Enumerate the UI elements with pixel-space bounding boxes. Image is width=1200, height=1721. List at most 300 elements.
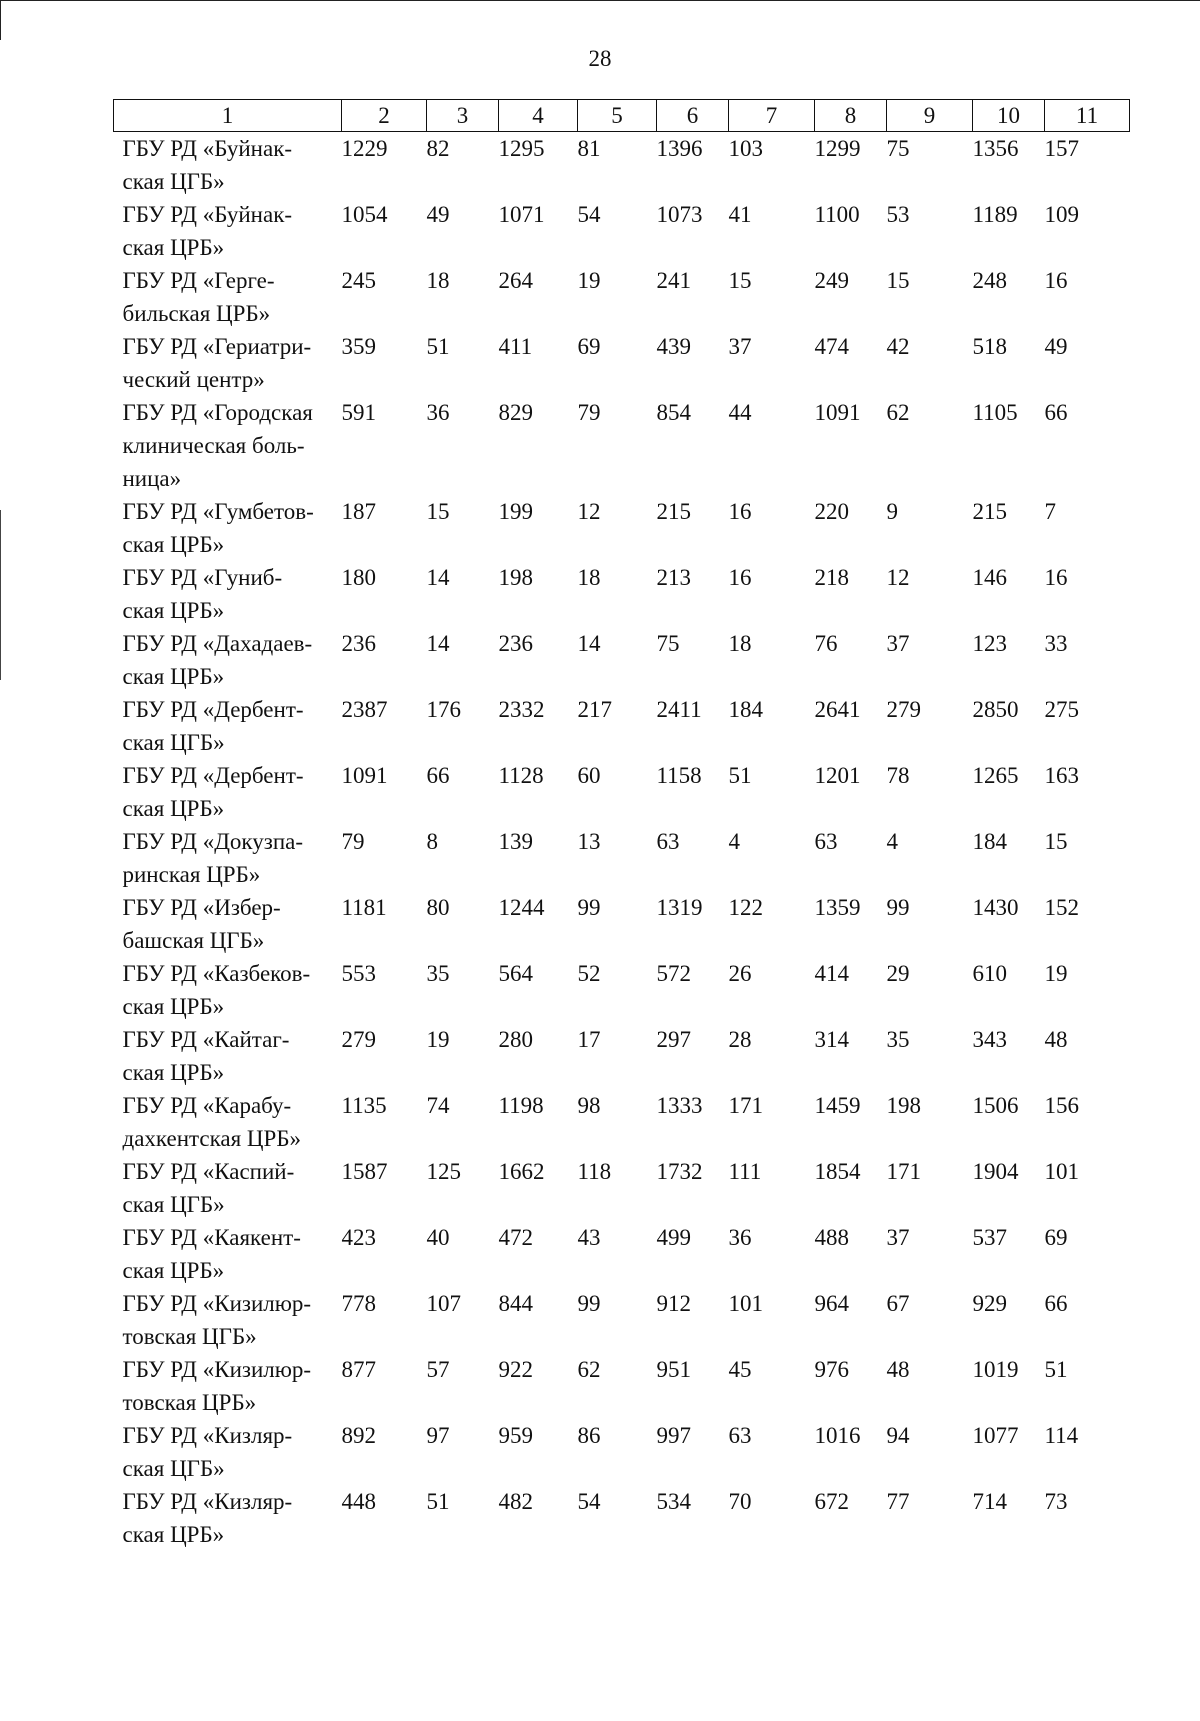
value-cell-col-10: 1077 <box>972 1423 1019 1448</box>
table-row <box>114 1353 1130 1419</box>
value-cell-col-6: 997 <box>656 1423 691 1448</box>
value-cell-col-6: 1158 <box>656 763 702 788</box>
value-cell-col-2: 877 <box>341 1357 376 1382</box>
table-row <box>114 1155 1130 1221</box>
value-cell-col-6: 1396 <box>656 136 703 161</box>
value-cell-col-8: 672 <box>814 1489 849 1514</box>
value-cell-col-4: 922 <box>498 1357 533 1382</box>
value-cell-col-11: 163 <box>1044 763 1079 788</box>
value-cell-col-6: 1319 <box>656 895 703 920</box>
value-cell-col-7: 122 <box>728 895 763 920</box>
value-cell-col-9: 53 <box>886 202 910 227</box>
value-cell-col-9: 77 <box>886 1489 910 1514</box>
value-cell-col-6: 439 <box>656 334 691 359</box>
value-cell-col-11: 15 <box>1044 829 1068 854</box>
value-cell-col-11: 48 <box>1044 1027 1068 1052</box>
value-cell-col-10: 1265 <box>972 763 1019 788</box>
institution-name-line: ГБУ РД «Городская <box>122 400 313 425</box>
scan-edge-left <box>0 0 1 40</box>
institution-name-line: ГБУ РД «Гериатри- <box>122 334 312 359</box>
value-cell-col-4: 564 <box>498 961 533 986</box>
institution-name-line: ГБУ РД «Дербент- <box>122 763 304 788</box>
institution-name-cell <box>114 1155 342 1221</box>
value-cell-col-10: 610 <box>972 961 1007 986</box>
value-cell-col-8: 76 <box>814 631 838 656</box>
value-cell-col-3: 82 <box>426 136 450 161</box>
value-cell-col-11: 16 <box>1044 565 1068 590</box>
institution-name-line: ГБУ РД «Докузпа- <box>122 829 304 854</box>
value-cell-col-7: 63 <box>728 1423 752 1448</box>
value-cell-col-7: 18 <box>728 631 752 656</box>
value-cell-col-7: 36 <box>728 1225 752 1250</box>
institution-name-line: ская ЦГБ» <box>122 169 225 194</box>
value-cell-col-11: 16 <box>1044 268 1068 293</box>
value-cell-col-5: 19 <box>577 268 601 293</box>
institution-name-cell <box>114 957 342 1023</box>
value-cell-col-10: 1430 <box>972 895 1019 920</box>
value-cell-col-11: 19 <box>1044 961 1068 986</box>
value-cell-col-11: 156 <box>1044 1093 1079 1118</box>
institution-name-cell <box>114 264 342 330</box>
value-cell-col-5: 54 <box>577 1489 601 1514</box>
value-cell-col-4: 844 <box>498 1291 533 1316</box>
value-cell-col-3: 8 <box>426 829 438 854</box>
value-cell-col-2: 187 <box>341 499 376 524</box>
value-cell-col-8: 488 <box>814 1225 849 1250</box>
value-cell-col-11: 49 <box>1044 334 1068 359</box>
institution-name-cell <box>114 1221 342 1287</box>
value-cell-col-4: 1244 <box>498 895 545 920</box>
institution-name-cell <box>114 1419 342 1485</box>
value-cell-col-6: 215 <box>656 499 691 524</box>
value-cell-col-2: 1135 <box>341 1093 387 1118</box>
institution-name-line: ГБУ РД «Каякент- <box>122 1225 301 1250</box>
value-cell-col-4: 236 <box>498 631 533 656</box>
value-cell-col-11: 109 <box>1044 202 1079 227</box>
institution-name-line: ГБУ РД «Кизляр- <box>122 1423 293 1448</box>
value-cell-col-2: 1587 <box>341 1159 388 1184</box>
value-cell-col-4: 482 <box>498 1489 533 1514</box>
value-cell-col-9: 75 <box>886 136 910 161</box>
value-cell-col-5: 79 <box>577 400 601 425</box>
institution-name-line: бильская ЦРБ» <box>122 301 271 326</box>
value-cell-col-10: 1904 <box>972 1159 1019 1184</box>
institution-name-cell <box>114 1287 342 1353</box>
value-cell-col-10: 248 <box>972 268 1007 293</box>
institution-name-line: ГБУ РД «Каспий- <box>122 1159 295 1184</box>
value-cell-col-10: 146 <box>972 565 1007 590</box>
value-cell-col-10: 1356 <box>972 136 1019 161</box>
value-cell-col-2: 245 <box>341 268 376 293</box>
value-cell-col-9: 4 <box>886 829 898 854</box>
value-cell-col-7: 4 <box>728 829 740 854</box>
value-cell-col-8: 1854 <box>814 1159 861 1184</box>
data-table <box>113 99 1130 1551</box>
value-cell-col-6: 572 <box>656 961 691 986</box>
value-cell-col-7: 44 <box>728 400 752 425</box>
institution-name-line: ская ЦРБ» <box>122 598 225 623</box>
value-cell-col-2: 279 <box>341 1027 376 1052</box>
table-row <box>114 825 1130 891</box>
value-cell-col-4: 411 <box>498 334 533 359</box>
scan-edge-top <box>0 0 1200 1</box>
value-cell-col-9: 42 <box>886 334 910 359</box>
institution-name-line: товская ЦГБ» <box>122 1324 257 1349</box>
value-cell-col-4: 264 <box>498 268 533 293</box>
value-cell-col-9: 48 <box>886 1357 910 1382</box>
table-row <box>114 957 1130 1023</box>
value-cell-col-5: 13 <box>577 829 601 854</box>
institution-name-line: ГБУ РД «Дахадаев- <box>122 631 313 656</box>
table-row <box>114 396 1130 495</box>
value-cell-col-2: 236 <box>341 631 376 656</box>
value-cell-col-5: 18 <box>577 565 601 590</box>
value-cell-col-11: 101 <box>1044 1159 1079 1184</box>
value-cell-col-7: 28 <box>728 1027 752 1052</box>
value-cell-col-8: 414 <box>814 961 849 986</box>
value-cell-col-4: 139 <box>498 829 533 854</box>
institution-name-cell <box>114 627 342 693</box>
value-cell-col-11: 73 <box>1044 1489 1068 1514</box>
institution-name-cell <box>114 198 342 264</box>
value-cell-col-8: 976 <box>814 1357 849 1382</box>
value-cell-col-9: 94 <box>886 1423 910 1448</box>
value-cell-col-4: 280 <box>498 1027 533 1052</box>
value-cell-col-8: 474 <box>814 334 849 359</box>
table-row <box>114 264 1130 330</box>
value-cell-col-7: 26 <box>728 961 752 986</box>
value-cell-col-7: 51 <box>728 763 752 788</box>
value-cell-col-8: 1100 <box>814 202 860 227</box>
institution-name-line: ГБУ РД «Казбеков- <box>122 961 311 986</box>
value-cell-col-6: 1073 <box>656 202 703 227</box>
value-cell-col-6: 499 <box>656 1225 691 1250</box>
value-cell-col-10: 2850 <box>972 697 1019 722</box>
table-row <box>114 1221 1130 1287</box>
value-cell-col-7: 111 <box>728 1159 762 1184</box>
table-row <box>114 627 1130 693</box>
institution-name-cell <box>114 693 342 759</box>
value-cell-col-7: 41 <box>728 202 752 227</box>
value-cell-col-10: 1019 <box>972 1357 1019 1382</box>
value-cell-col-2: 1181 <box>341 895 387 920</box>
value-cell-col-11: 275 <box>1044 697 1079 722</box>
institution-name-cell <box>114 1089 342 1155</box>
value-cell-col-10: 1189 <box>972 202 1018 227</box>
value-cell-col-10: 537 <box>972 1225 1007 1250</box>
column-header: 10 <box>973 100 1045 132</box>
value-cell-col-11: 33 <box>1044 631 1068 656</box>
column-header: 8 <box>815 100 887 132</box>
value-cell-col-9: 62 <box>886 400 910 425</box>
institution-name-line: ГБУ РД «Кизляр- <box>122 1489 293 1514</box>
value-cell-col-11: 66 <box>1044 400 1068 425</box>
value-cell-col-9: 35 <box>886 1027 910 1052</box>
column-header: 7 <box>729 100 815 132</box>
institution-name-line: ская ЦРБ» <box>122 532 225 557</box>
value-cell-col-5: 52 <box>577 961 601 986</box>
value-cell-col-9: 171 <box>886 1159 921 1184</box>
table-row <box>114 759 1130 825</box>
value-cell-col-7: 37 <box>728 334 752 359</box>
scan-edge-left-lower <box>0 510 1 680</box>
institution-name-cell <box>114 1353 342 1419</box>
institution-name-line: ница» <box>122 466 182 491</box>
value-cell-col-7: 101 <box>728 1291 763 1316</box>
institution-name-line: ГБУ РД «Герге- <box>122 268 275 293</box>
value-cell-col-3: 176 <box>426 697 461 722</box>
column-header: 1 <box>114 100 342 132</box>
table-row <box>114 561 1130 627</box>
value-cell-col-8: 314 <box>814 1027 849 1052</box>
institution-name-line: ская ЦРБ» <box>122 1258 225 1283</box>
value-cell-col-3: 57 <box>426 1357 450 1382</box>
value-cell-col-10: 123 <box>972 631 1007 656</box>
value-cell-col-4: 1071 <box>498 202 545 227</box>
value-cell-col-7: 171 <box>728 1093 763 1118</box>
value-cell-col-3: 14 <box>426 631 450 656</box>
institution-name-cell <box>114 825 342 891</box>
value-cell-col-9: 99 <box>886 895 910 920</box>
value-cell-col-4: 1662 <box>498 1159 545 1184</box>
column-header: 11 <box>1045 100 1130 132</box>
value-cell-col-6: 297 <box>656 1027 691 1052</box>
value-cell-col-5: 54 <box>577 202 601 227</box>
value-cell-col-8: 1016 <box>814 1423 861 1448</box>
value-cell-col-6: 75 <box>656 631 680 656</box>
column-header: 6 <box>657 100 729 132</box>
value-cell-col-10: 1105 <box>972 400 1018 425</box>
value-cell-col-6: 63 <box>656 829 680 854</box>
value-cell-col-10: 1506 <box>972 1093 1019 1118</box>
value-cell-col-3: 107 <box>426 1291 461 1316</box>
value-cell-col-11: 114 <box>1044 1423 1079 1448</box>
value-cell-col-2: 423 <box>341 1225 376 1250</box>
value-cell-col-10: 343 <box>972 1027 1007 1052</box>
value-cell-col-7: 16 <box>728 499 752 524</box>
table-body <box>114 132 1130 1552</box>
value-cell-col-9: 198 <box>886 1093 921 1118</box>
value-cell-col-9: 29 <box>886 961 910 986</box>
institution-name-line: клиническая боль- <box>122 433 305 458</box>
institution-name-line: ская ЦРБ» <box>122 235 225 260</box>
value-cell-col-9: 67 <box>886 1291 910 1316</box>
value-cell-col-11: 7 <box>1044 499 1056 524</box>
value-cell-col-9: 9 <box>886 499 898 524</box>
institution-name-line: ГБУ РД «Избер- <box>122 895 281 920</box>
value-cell-col-3: 14 <box>426 565 450 590</box>
value-cell-col-9: 15 <box>886 268 910 293</box>
institution-name-line: ГБУ РД «Кизилюр- <box>122 1357 312 1382</box>
column-header: 4 <box>499 100 578 132</box>
institution-name-line: ская ЦГБ» <box>122 1456 225 1481</box>
value-cell-col-11: 69 <box>1044 1225 1068 1250</box>
value-cell-col-3: 125 <box>426 1159 461 1184</box>
value-cell-col-4: 829 <box>498 400 533 425</box>
institution-name-line: ГБУ РД «Гуниб- <box>122 565 283 590</box>
value-cell-col-5: 43 <box>577 1225 601 1250</box>
value-cell-col-11: 157 <box>1044 136 1079 161</box>
value-cell-col-3: 74 <box>426 1093 450 1118</box>
column-header: 3 <box>427 100 499 132</box>
institution-name-line: ская ЦГБ» <box>122 1192 225 1217</box>
value-cell-col-9: 279 <box>886 697 921 722</box>
value-cell-col-10: 184 <box>972 829 1007 854</box>
value-cell-col-3: 51 <box>426 334 450 359</box>
value-cell-col-2: 892 <box>341 1423 376 1448</box>
institution-name-cell <box>114 132 342 199</box>
value-cell-col-11: 51 <box>1044 1357 1068 1382</box>
value-cell-col-2: 359 <box>341 334 376 359</box>
value-cell-col-4: 1128 <box>498 763 544 788</box>
value-cell-col-9: 12 <box>886 565 910 590</box>
table-row <box>114 330 1130 396</box>
value-cell-col-8: 2641 <box>814 697 861 722</box>
value-cell-col-5: 60 <box>577 763 601 788</box>
institution-name-line: ринская ЦРБ» <box>122 862 261 887</box>
value-cell-col-5: 12 <box>577 499 601 524</box>
value-cell-col-3: 36 <box>426 400 450 425</box>
institution-name-line: ская ЦРБ» <box>122 664 225 689</box>
value-cell-col-2: 553 <box>341 961 376 986</box>
table-row <box>114 495 1130 561</box>
value-cell-col-6: 912 <box>656 1291 691 1316</box>
value-cell-col-2: 448 <box>341 1489 376 1514</box>
value-cell-col-3: 51 <box>426 1489 450 1514</box>
value-cell-col-8: 220 <box>814 499 849 524</box>
value-cell-col-2: 180 <box>341 565 376 590</box>
column-header: 9 <box>887 100 973 132</box>
institution-name-cell <box>114 561 342 627</box>
value-cell-col-4: 198 <box>498 565 533 590</box>
institution-name-cell <box>114 759 342 825</box>
value-cell-col-10: 215 <box>972 499 1007 524</box>
value-cell-col-4: 2332 <box>498 697 545 722</box>
value-cell-col-4: 472 <box>498 1225 533 1250</box>
institution-name-line: ГБУ РД «Буйнак- <box>122 136 293 161</box>
value-cell-col-6: 854 <box>656 400 691 425</box>
institution-name-line: ГБУ РД «Кайтаг- <box>122 1027 290 1052</box>
value-cell-col-8: 1359 <box>814 895 861 920</box>
table-row <box>114 1485 1130 1551</box>
value-cell-col-2: 778 <box>341 1291 376 1316</box>
value-cell-col-3: 80 <box>426 895 450 920</box>
value-cell-col-6: 951 <box>656 1357 691 1382</box>
value-cell-col-3: 49 <box>426 202 450 227</box>
institution-name-line: ГБУ РД «Кизилюр- <box>122 1291 312 1316</box>
institution-name-line: ская ЦГБ» <box>122 730 225 755</box>
institution-name-line: ГБУ РД «Буйнак- <box>122 202 293 227</box>
value-cell-col-6: 213 <box>656 565 691 590</box>
value-cell-col-5: 86 <box>577 1423 601 1448</box>
page-number: 28 <box>588 46 612 71</box>
value-cell-col-3: 18 <box>426 268 450 293</box>
value-cell-col-6: 1732 <box>656 1159 703 1184</box>
value-cell-col-8: 1091 <box>814 400 861 425</box>
value-cell-col-8: 218 <box>814 565 849 590</box>
value-cell-col-8: 1201 <box>814 763 861 788</box>
value-cell-col-9: 78 <box>886 763 910 788</box>
value-cell-col-7: 103 <box>728 136 763 161</box>
value-cell-col-5: 99 <box>577 895 601 920</box>
institution-name-line: ская ЦРБ» <box>122 994 225 1019</box>
institution-name-line: ческий центр» <box>122 367 265 392</box>
value-cell-col-6: 241 <box>656 268 691 293</box>
table-row <box>114 1419 1130 1485</box>
institution-name-cell <box>114 891 342 957</box>
institution-name-cell <box>114 495 342 561</box>
value-cell-col-5: 17 <box>577 1027 601 1052</box>
institution-name-line: товская ЦРБ» <box>122 1390 257 1415</box>
table-row <box>114 693 1130 759</box>
value-cell-col-4: 1295 <box>498 136 545 161</box>
value-cell-col-2: 1229 <box>341 136 388 161</box>
value-cell-col-11: 66 <box>1044 1291 1068 1316</box>
table-row <box>114 1023 1130 1089</box>
value-cell-col-10: 518 <box>972 334 1007 359</box>
value-cell-col-7: 15 <box>728 268 752 293</box>
table-row <box>114 198 1130 264</box>
value-cell-col-5: 69 <box>577 334 601 359</box>
institution-name-line: ская ЦРБ» <box>122 1060 225 1085</box>
value-cell-col-4: 959 <box>498 1423 533 1448</box>
institution-name-line: ГБУ РД «Карабу- <box>122 1093 292 1118</box>
value-cell-col-7: 184 <box>728 697 763 722</box>
institution-name-cell <box>114 396 342 495</box>
value-cell-col-8: 1299 <box>814 136 861 161</box>
value-cell-col-5: 14 <box>577 631 601 656</box>
institution-name-line: ГБУ РД «Дербент- <box>122 697 304 722</box>
table-row <box>114 1089 1130 1155</box>
value-cell-col-2: 1091 <box>341 763 388 788</box>
value-cell-col-3: 66 <box>426 763 450 788</box>
value-cell-col-8: 964 <box>814 1291 849 1316</box>
value-cell-col-5: 99 <box>577 1291 601 1316</box>
table-row <box>114 1287 1130 1353</box>
value-cell-col-11: 152 <box>1044 895 1079 920</box>
value-cell-col-9: 37 <box>886 1225 910 1250</box>
column-header: 2 <box>342 100 427 132</box>
value-cell-col-5: 118 <box>577 1159 612 1184</box>
table-row <box>114 891 1130 957</box>
value-cell-col-6: 1333 <box>656 1093 703 1118</box>
value-cell-col-5: 98 <box>577 1093 601 1118</box>
institution-name-line: ская ЦРБ» <box>122 1522 225 1547</box>
value-cell-col-9: 37 <box>886 631 910 656</box>
institution-name-cell <box>114 330 342 396</box>
value-cell-col-5: 81 <box>577 136 601 161</box>
value-cell-col-8: 63 <box>814 829 838 854</box>
value-cell-col-5: 62 <box>577 1357 601 1382</box>
value-cell-col-6: 2411 <box>656 697 702 722</box>
institution-name-line: дахкентская ЦРБ» <box>122 1126 302 1151</box>
value-cell-col-2: 2387 <box>341 697 388 722</box>
value-cell-col-3: 35 <box>426 961 450 986</box>
value-cell-col-3: 15 <box>426 499 450 524</box>
table-row <box>114 132 1130 199</box>
value-cell-col-4: 199 <box>498 499 533 524</box>
institution-name-line: ская ЦРБ» <box>122 796 225 821</box>
value-cell-col-10: 714 <box>972 1489 1007 1514</box>
value-cell-col-2: 79 <box>341 829 365 854</box>
value-cell-col-2: 1054 <box>341 202 388 227</box>
value-cell-col-10: 929 <box>972 1291 1007 1316</box>
institution-name-line: ГБУ РД «Гумбетов- <box>122 499 314 524</box>
institution-name-line: башская ЦГБ» <box>122 928 265 953</box>
value-cell-col-7: 70 <box>728 1489 752 1514</box>
value-cell-col-8: 1459 <box>814 1093 861 1118</box>
column-header: 5 <box>578 100 657 132</box>
